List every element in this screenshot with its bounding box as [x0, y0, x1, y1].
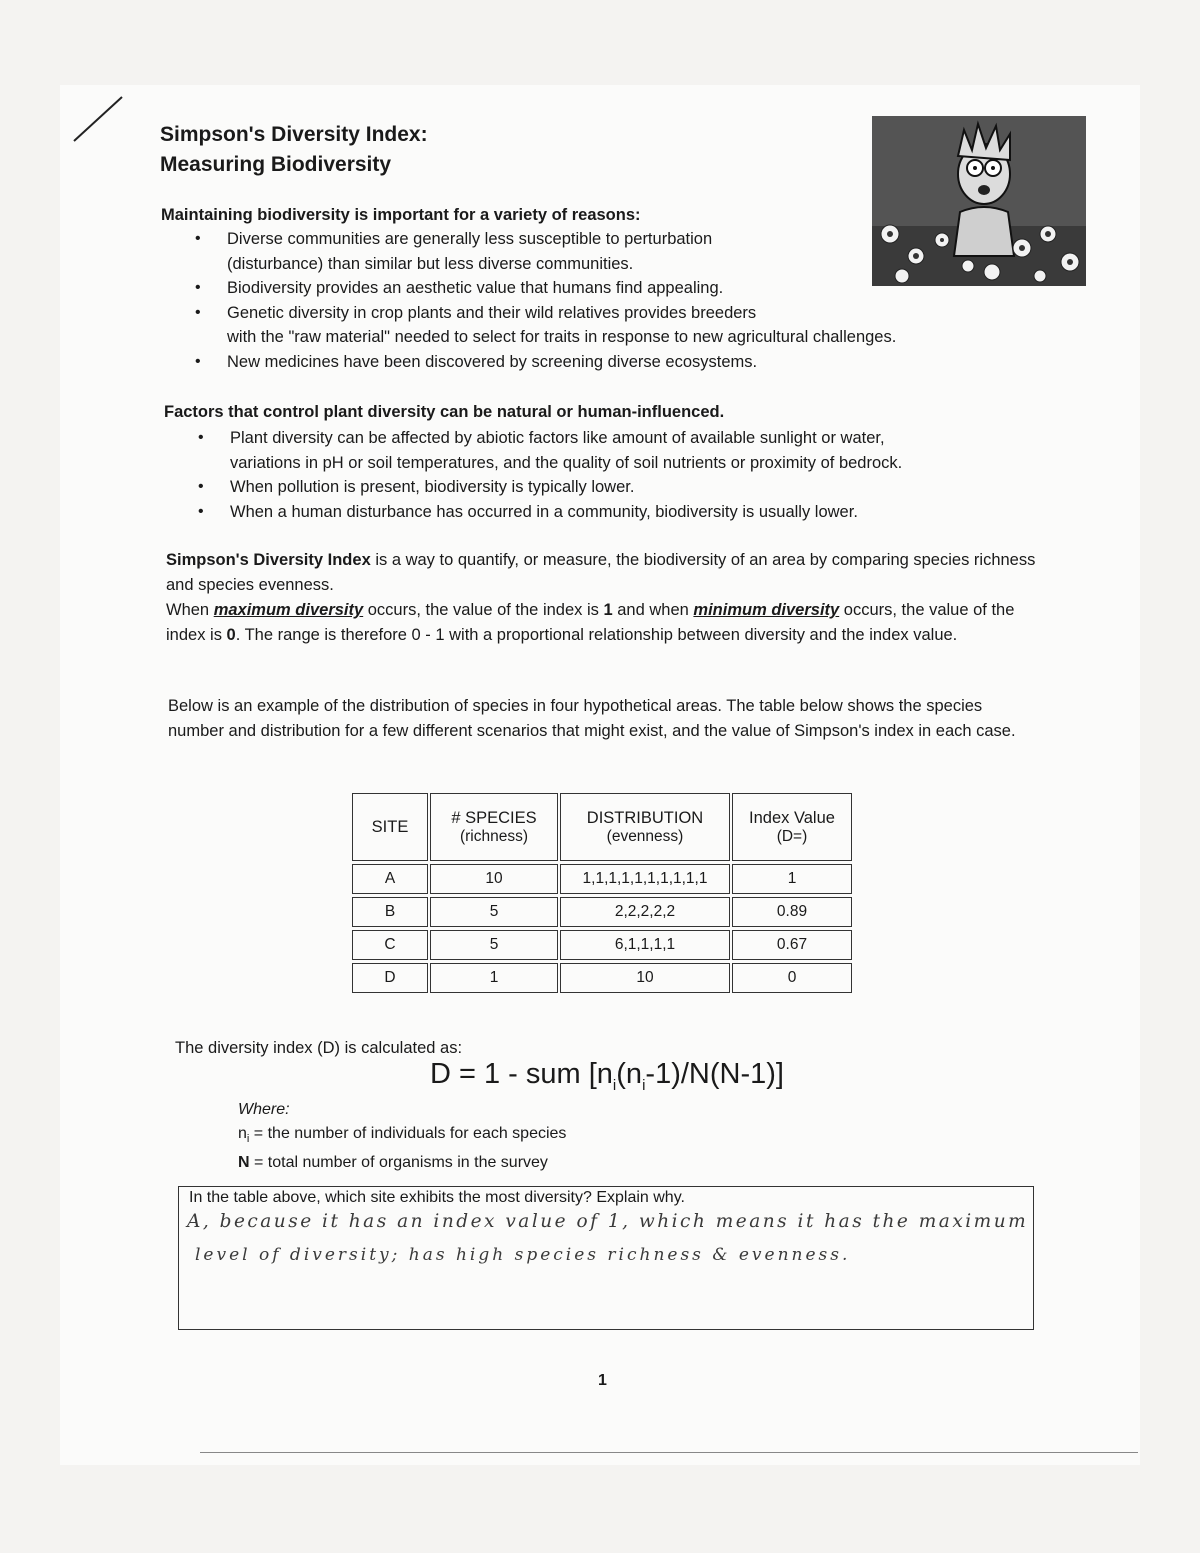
cell-site: C	[352, 930, 428, 960]
question-text: In the table above, which site exhibits the most diversity? Explain why.	[189, 1189, 685, 1206]
cell-index: 0.67	[732, 930, 852, 960]
page-title: Simpson's Diversity Index: Measuring Biodiversity	[160, 123, 428, 176]
table-intro-paragraph: Below is an example of the distribution of species in four hypothetical areas. The table below shows the species number and distribution for a few different scenarios that might exist, and the value of Simpson's index in each case.	[168, 697, 1016, 740]
cell-species: 5	[430, 930, 558, 960]
cell-index: 0	[732, 963, 852, 993]
list-item: • Biodiversity provides an aesthetic value that humans find appealing.	[195, 276, 896, 301]
section-heading-reasons: Maintaining biodiversity is important for a variety of reasons:	[161, 206, 641, 224]
section-heading-factors: Factors that control plant diversity can be natural or human-influenced.	[164, 403, 725, 421]
cell-distribution: 6,1,1,1,1	[560, 930, 730, 960]
list-item: • When pollution is present, biodiversity is typically lower.	[198, 475, 902, 500]
table-row	[352, 930, 852, 960]
reasons-list	[195, 227, 896, 374]
cell-index: 1	[732, 864, 852, 894]
simpson-intro-paragraph: Simpson's Diversity Index is a way to quantify, or measure, the biodiversity of an area by comparing species richness and species evenness. When maximum diversity occurs, the value of the index is 1 and when minimum diversity occurs, the value of the index is 0. The range is therefore 0 - 1 with a proportional relationship between diversity and the index value.	[166, 551, 1036, 644]
cell-site: A	[352, 864, 428, 894]
cell-species: 1	[430, 963, 558, 993]
header-site: SITE	[352, 793, 428, 861]
list-item: • When a human disturbance has occurred in a community, biodiversity is usually lower.	[198, 500, 902, 525]
cartoon-girl-illustration	[872, 116, 1086, 286]
cell-site: B	[352, 897, 428, 927]
list-item-continuation: (disturbance) than similar but less diverse communities.	[227, 254, 634, 273]
table-row	[352, 963, 852, 993]
calc-intro-text: The diversity index (D) is calculated as:	[175, 1039, 463, 1057]
cell-distribution: 1,1,1,1,1,1,1,1,1,1	[560, 864, 730, 894]
header-species: # SPECIES (richness)	[430, 793, 558, 861]
table-row	[352, 897, 852, 927]
page-number: 1	[598, 1372, 607, 1389]
cell-site: D	[352, 963, 428, 993]
table-row	[352, 864, 852, 894]
check-mark	[72, 95, 124, 143]
handwritten-answer-line1: A, because it has an index value of 1, which means it has the maximum	[187, 1211, 1029, 1232]
list-item-continuation: variations in pH or soil temperatures, and the quality of soil nutrients or proximity of bedrock.	[230, 453, 903, 472]
simpson-formula: D = 1 - sum $[n_i(n_i-1)/N(N-1)]$	[430, 1058, 784, 1094]
list-item: • Plant diversity can be affected by abiotic factors like amount of available sunlight or water,	[198, 426, 902, 451]
page-edge-line	[200, 1452, 1138, 1453]
diversity-table	[350, 790, 854, 996]
list-item: • New medicines have been discovered by screening diverse ecosystems.	[195, 350, 896, 375]
list-item-continuation: with the "raw material" needed to select for traits in response to new agricultural challenges.	[227, 328, 897, 346]
cell-species: 5	[430, 897, 558, 927]
list-item: • Diverse communities are generally less susceptible to perturbation	[195, 227, 896, 252]
answer-box[interactable]	[178, 1186, 1034, 1330]
cell-distribution: 10	[560, 963, 730, 993]
formula-legend: Where: $n_i$ = the number of individuals for each species N = total number of organisms in the survey	[238, 1101, 567, 1172]
handwritten-answer-line2: level of diversity; has high species richness & evenness.	[195, 1245, 851, 1265]
cell-distribution: 2,2,2,2,2	[560, 897, 730, 927]
list-item: • Genetic diversity in crop plants and their wild relatives provides breeders	[195, 301, 896, 326]
cell-index: 0.89	[732, 897, 852, 927]
factors-list	[198, 426, 902, 524]
header-index-value: Index Value (D=)	[732, 793, 852, 861]
table-header-row	[352, 793, 852, 861]
cell-species: 10	[430, 864, 558, 894]
header-distribution: DISTRIBUTION (evenness)	[560, 793, 730, 861]
